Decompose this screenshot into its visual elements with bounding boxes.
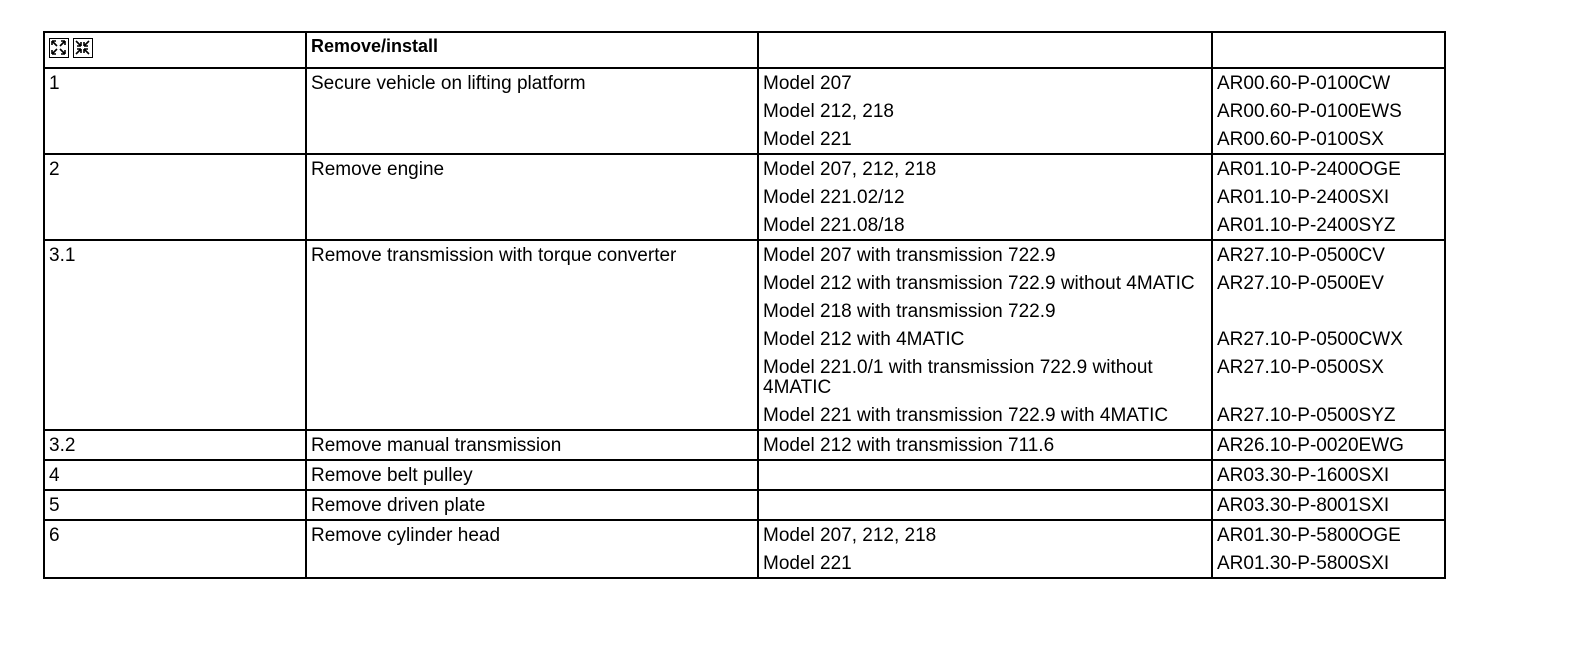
step-number: 5 — [44, 490, 306, 520]
reference-link[interactable] — [1212, 297, 1445, 325]
header-title: Remove/install — [306, 32, 758, 68]
reference-link[interactable]: AR01.30-P-5800SXI — [1212, 549, 1445, 578]
model-cell: Model 212 with transmission 722.9 without 4MATIC — [758, 269, 1212, 297]
table-row — [44, 154, 1445, 183]
header-empty-cell — [758, 32, 1212, 68]
reference-link[interactable]: AR00.60-P-0100CW — [1212, 68, 1445, 97]
collapse-icon[interactable] — [73, 38, 93, 58]
model-cell: Model 221 with transmission 722.9 with 4MATIC — [758, 401, 1212, 430]
step-action: Remove driven plate — [306, 490, 758, 520]
model-cell: Model 221.0/1 with transmission 722.9 without 4MATIC — [758, 353, 1212, 401]
reference-link[interactable]: AR26.10-P-0020EWG — [1212, 430, 1445, 460]
step-action: Remove engine — [306, 154, 758, 240]
step-action: Secure vehicle on lifting platform — [306, 68, 758, 154]
document-page — [43, 31, 1444, 579]
table-row — [44, 430, 1445, 460]
reference-link[interactable]: AR27.10-P-0500CV — [1212, 240, 1445, 269]
step-number: 6 — [44, 520, 306, 578]
model-cell — [758, 490, 1212, 520]
reference-link[interactable]: AR03.30-P-8001SXI — [1212, 490, 1445, 520]
table-row — [44, 490, 1445, 520]
step-number: 4 — [44, 460, 306, 490]
step-action: Remove transmission with torque converter — [306, 240, 758, 430]
table-row — [44, 68, 1445, 97]
reference-link[interactable]: AR01.10-P-2400SYZ — [1212, 211, 1445, 240]
model-cell: Model 221 — [758, 549, 1212, 578]
reference-link[interactable]: AR27.10-P-0500SYZ — [1212, 401, 1445, 430]
table-row — [44, 460, 1445, 490]
model-cell: Model 212, 218 — [758, 97, 1212, 125]
model-cell: Model 212 with transmission 711.6 — [758, 430, 1212, 460]
header-icons-cell — [44, 32, 306, 68]
reference-link[interactable]: AR27.10-P-0500CWX — [1212, 325, 1445, 353]
model-cell: Model 207, 212, 218 — [758, 520, 1212, 549]
reference-link[interactable]: AR03.30-P-1600SXI — [1212, 460, 1445, 490]
model-cell: Model 207 — [758, 68, 1212, 97]
step-number: 3.1 — [44, 240, 306, 430]
header-empty-cell — [1212, 32, 1445, 68]
model-cell: Model 221.02/12 — [758, 183, 1212, 211]
step-number: 3.2 — [44, 430, 306, 460]
step-action: Remove cylinder head — [306, 520, 758, 578]
table-row — [44, 240, 1445, 269]
model-cell: Model 221.08/18 — [758, 211, 1212, 240]
table-row — [44, 520, 1445, 549]
table-header-row — [44, 32, 1445, 68]
reference-link[interactable]: AR00.60-P-0100EWS — [1212, 97, 1445, 125]
step-action: Remove manual transmission — [306, 430, 758, 460]
reference-link[interactable]: AR00.60-P-0100SX — [1212, 125, 1445, 154]
step-number: 2 — [44, 154, 306, 240]
reference-link[interactable]: AR27.10-P-0500EV — [1212, 269, 1445, 297]
model-cell: Model 218 with transmission 722.9 — [758, 297, 1212, 325]
model-cell — [758, 460, 1212, 490]
step-number: 1 — [44, 68, 306, 154]
reference-link[interactable]: AR01.10-P-2400SXI — [1212, 183, 1445, 211]
reference-link[interactable]: AR01.30-P-5800OGE — [1212, 520, 1445, 549]
expand-icon[interactable] — [49, 38, 69, 58]
model-cell: Model 221 — [758, 125, 1212, 154]
procedure-table — [43, 31, 1446, 579]
model-cell: Model 207, 212, 218 — [758, 154, 1212, 183]
reference-link[interactable]: AR27.10-P-0500SX — [1212, 353, 1445, 401]
model-cell: Model 207 with transmission 722.9 — [758, 240, 1212, 269]
model-cell: Model 212 with 4MATIC — [758, 325, 1212, 353]
step-action: Remove belt pulley — [306, 460, 758, 490]
reference-link[interactable]: AR01.10-P-2400OGE — [1212, 154, 1445, 183]
